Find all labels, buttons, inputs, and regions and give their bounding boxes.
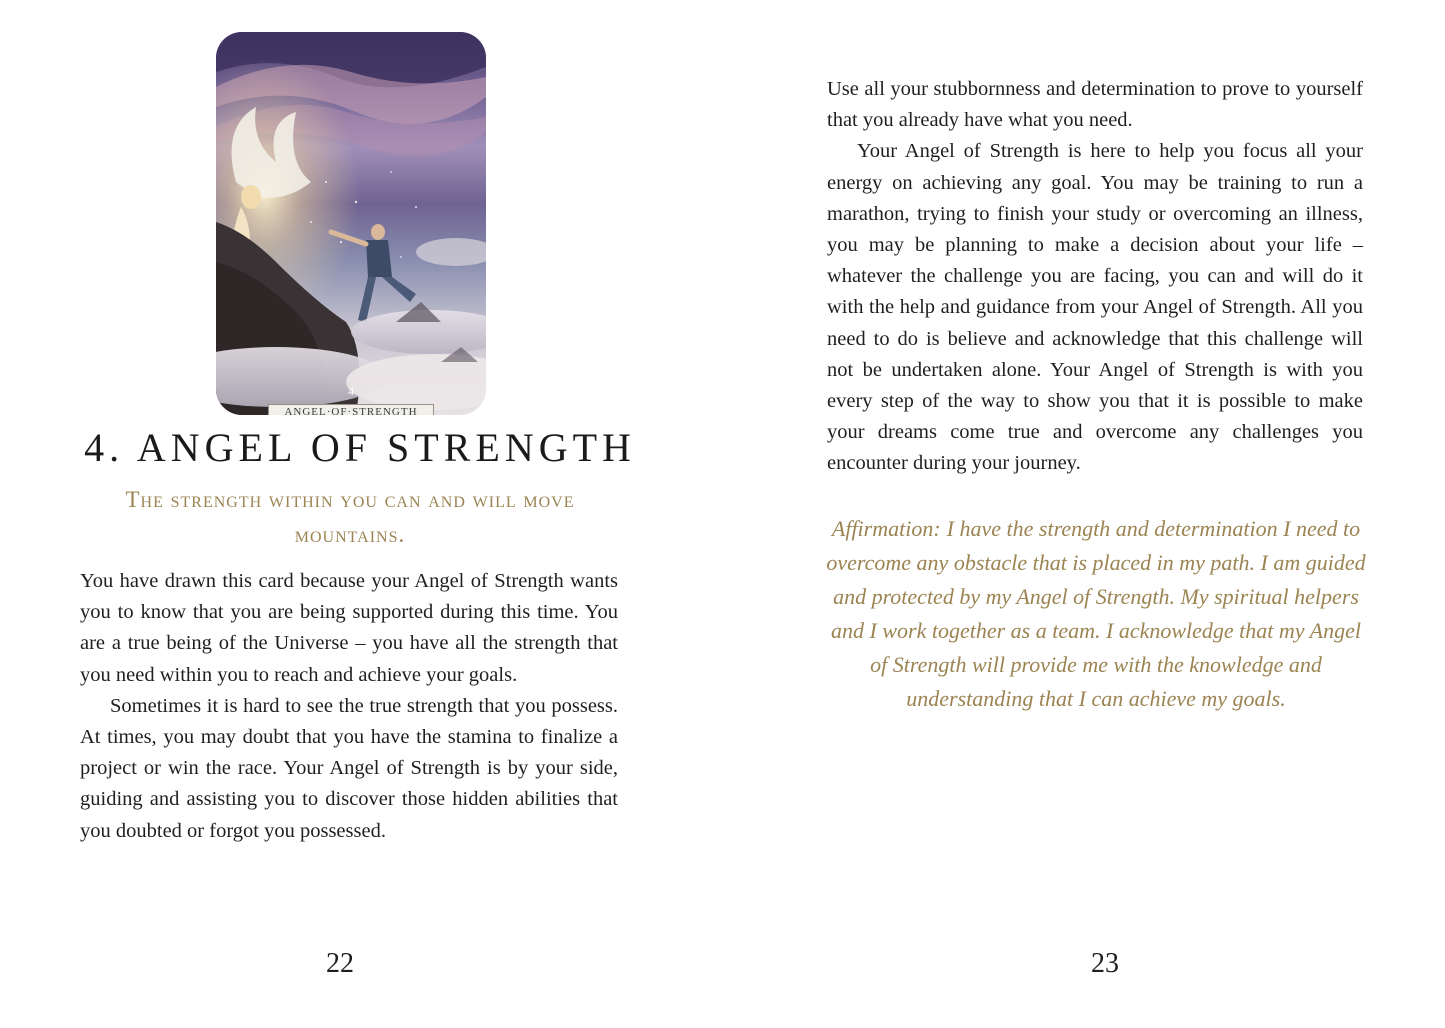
paragraph: Your Angel of Strength is here to help you focus all your energy on achieving any goal. You may be training to run a marathon, trying to finish your study or overcoming an illness, you may be planning to make a decision about your life – whatever the challenge you are facing, you can and will do it with the help and guidance from your Angel of Strength. All you need to do is believe and acknowledge that this challenge will not be undertaken alone. Your Angel of Strength is with you every step of the way to show you that it is possible to make your dreams come true and overcome any challenges you encounter during your journey.	[827, 140, 1363, 475]
paragraph: Use all your stubbornness and determination to prove to yourself that you already have what you need.	[827, 78, 1363, 132]
paragraph: Sometimes it is hard to see the true strength that you possess. At times, you may doubt that you have the stamina to finalize a project or win the race. Your Angel of Strength is by your side, guiding and assisting you to discover those hidden abilities that you doubted or forgot you possessed.	[80, 694, 618, 842]
card-number: 4	[348, 384, 354, 398]
affirmation	[822, 512, 1370, 716]
left-page	[0, 0, 722, 1028]
chapter-subtitle: The strength within you can and will move mountains.	[125, 487, 575, 547]
affirmation-label: Affirmation:	[831, 516, 941, 541]
chapter-title: 4. ANGEL OF STRENGTH	[84, 425, 636, 470]
angel-of-strength-card-image	[216, 32, 486, 415]
affirmation-text: I have the strength and determination I need to overcome any obstacle that is placed in my path. I am guided and protected by my Angel of Strength. My spiritual helpers and I work together as a team. I acknowledge that my Angel of Strength will provide me with the knowledge and understanding that I can achieve my goals.	[826, 516, 1366, 711]
left-body-text	[80, 566, 618, 847]
card-illustration	[216, 32, 486, 415]
paragraph: You have drawn this card because your Angel of Strength wants you to know that you are being supported during this time. You are a true being of the Universe – you have all the strength that you need within you to reach and achieve your goals.	[80, 570, 618, 686]
right-body-text	[827, 74, 1363, 480]
card-banner: ANGEL·OF·STRENGTH	[268, 404, 434, 415]
right-page	[722, 0, 1445, 1028]
page-number: 23	[1091, 948, 1119, 979]
page-number: 22	[326, 948, 354, 979]
